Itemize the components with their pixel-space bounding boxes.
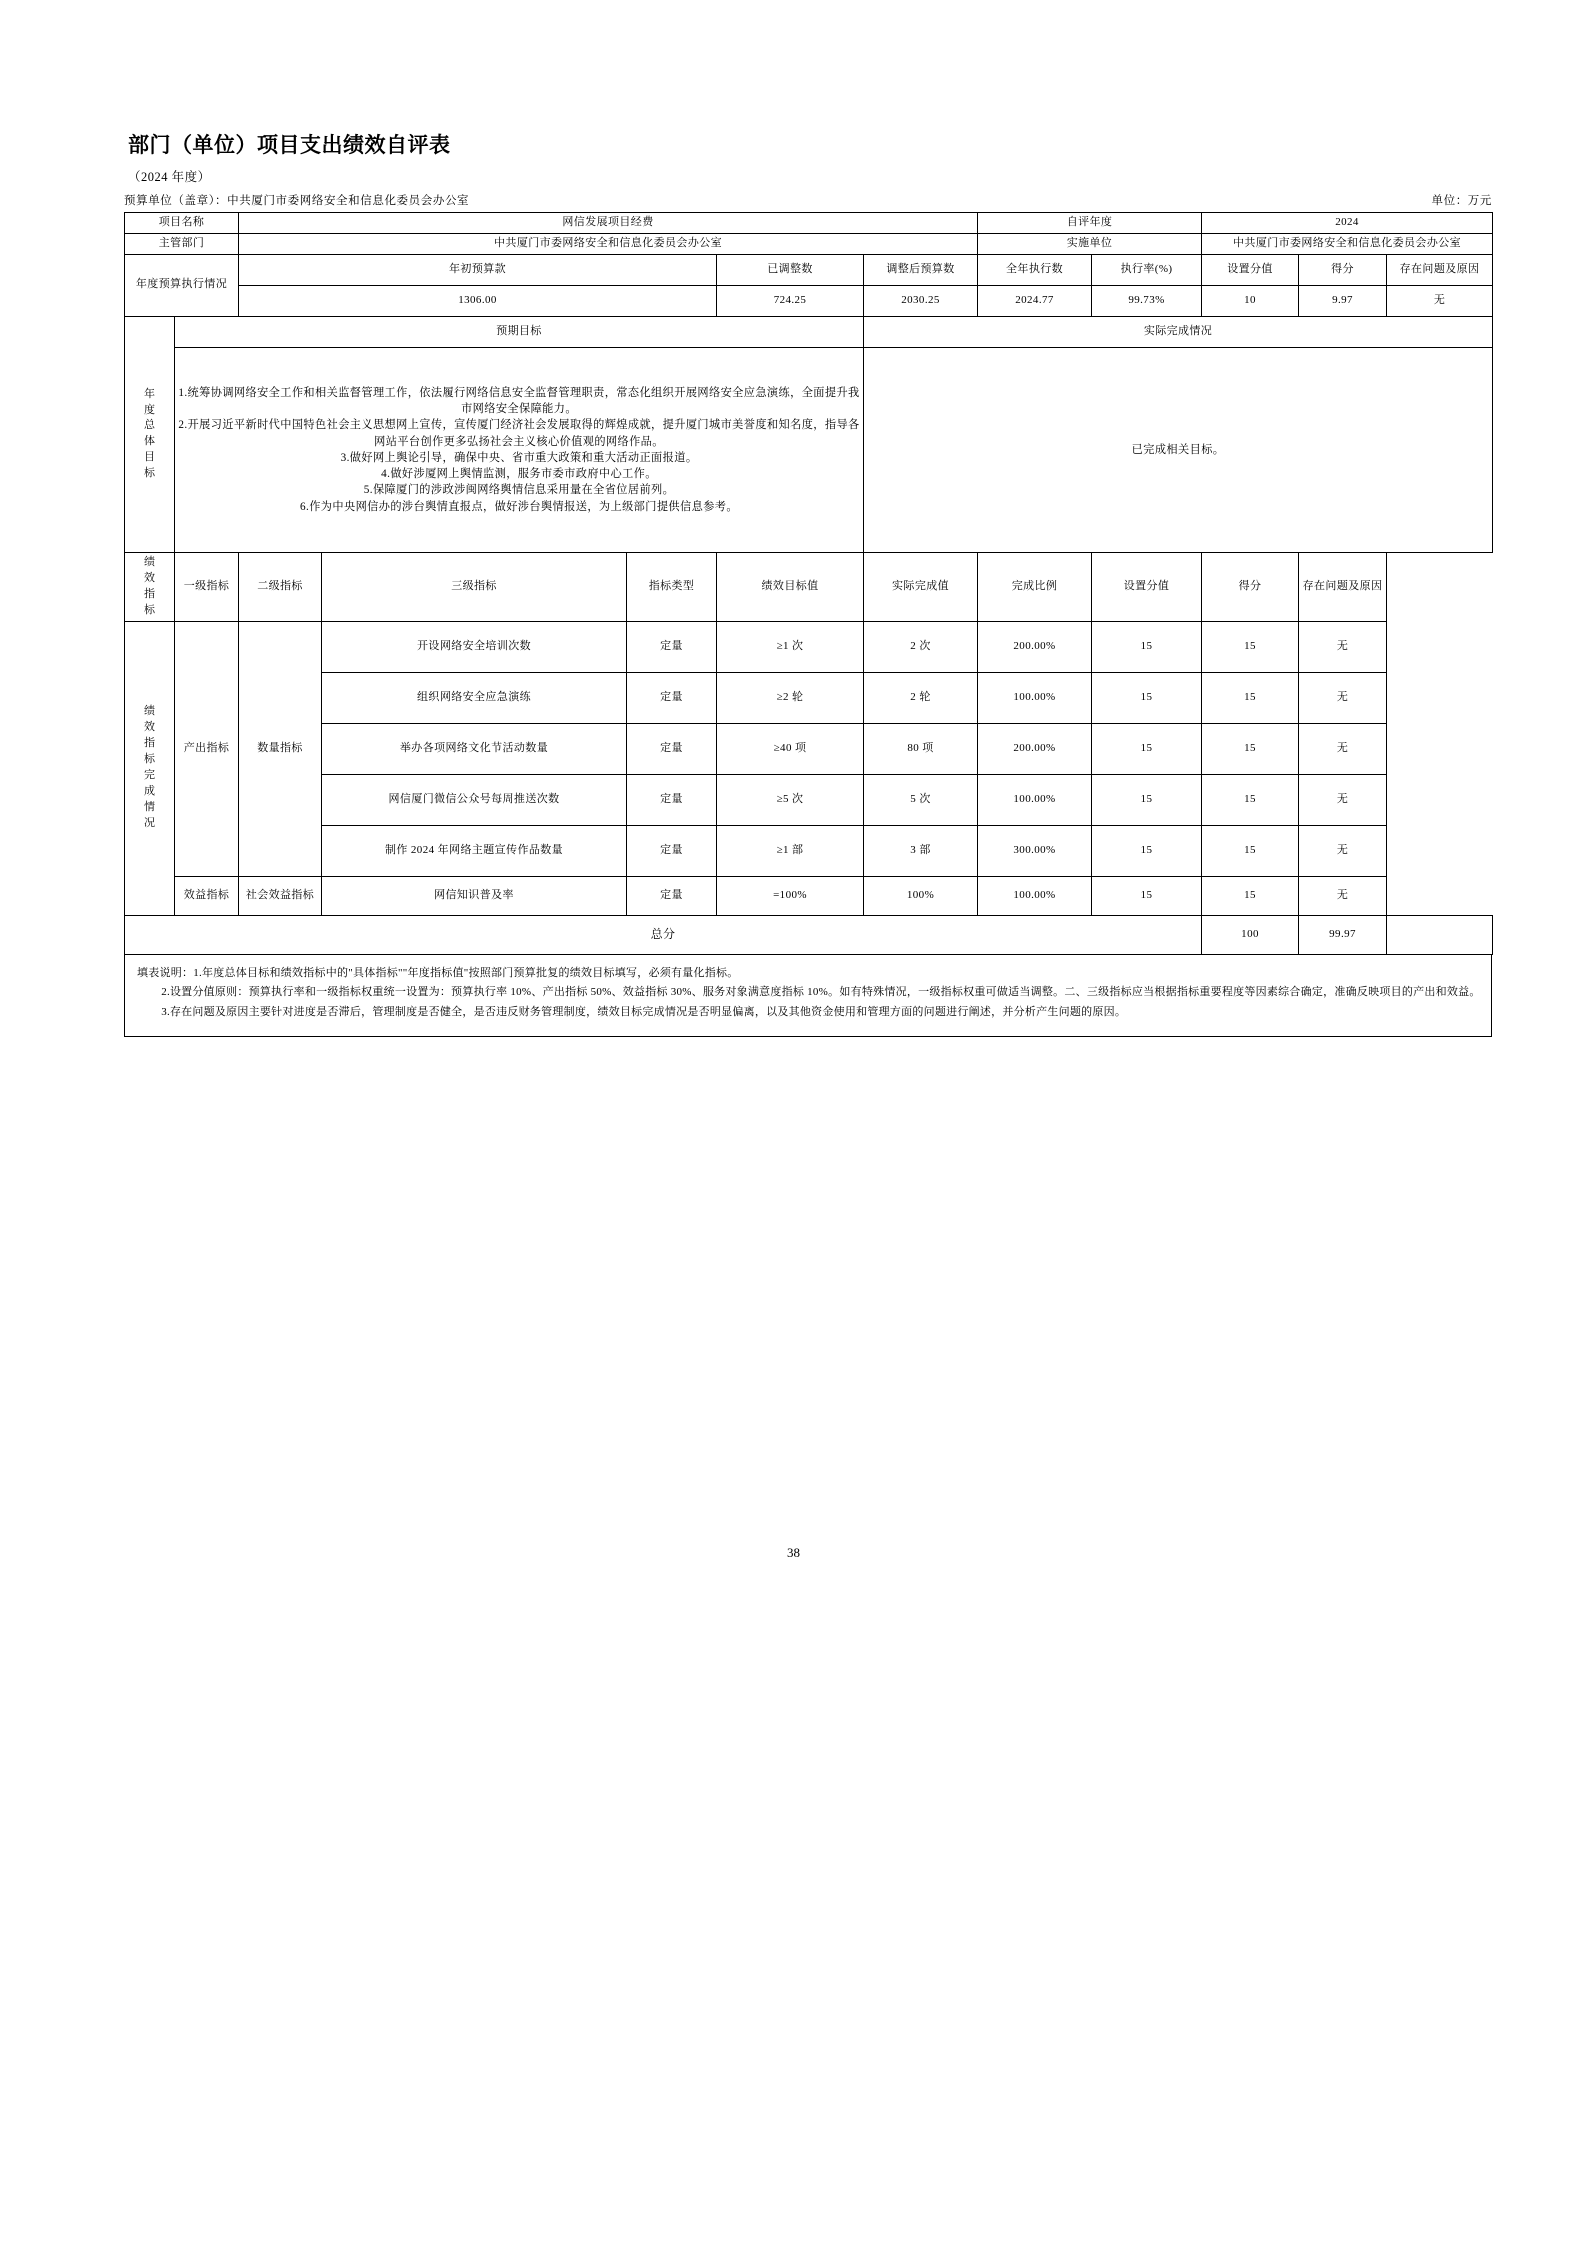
indicator-score: 15 (1202, 672, 1299, 723)
indicator-header-score: 得分 (1202, 552, 1299, 621)
table-row (125, 876, 1493, 915)
indicator-ratio: 300.00% (978, 825, 1092, 876)
performance-self-evaluation-table (124, 212, 1493, 955)
indicator-type: 定量 (627, 774, 717, 825)
page-title: 部门（单位）项目支出绩效自评表 (128, 133, 451, 157)
expected-goal-item-1: 1.统筹协调网络安全工作和相关监督管理工作，依法履行网络信息安全监督管理职责，常态化组织开展网络安全应急演练，全面提升我市网络安全保障能力。 (178, 386, 860, 416)
table-row (125, 774, 1493, 825)
indicator-target: =100% (717, 876, 864, 915)
total-score: 99.97 (1299, 915, 1387, 954)
budget-header-adjusted-amount: 已调整数 (717, 254, 864, 285)
budget-value-issue: 无 (1387, 285, 1493, 316)
indicator-ratio: 100.00% (978, 876, 1092, 915)
indicator-header-ratio: 完成比例 (978, 552, 1092, 621)
budget-value-score: 9.97 (1299, 285, 1387, 316)
indicator-actual: 80 项 (864, 723, 978, 774)
indicator-type: 定量 (627, 723, 717, 774)
indicator-score-set: 15 (1092, 825, 1202, 876)
indicator-actual: 2 次 (864, 621, 978, 672)
indicator-level3: 举办各项网络文化节活动数量 (322, 723, 627, 774)
total-score-set: 100 (1202, 915, 1299, 954)
expected-goal-item-6: 6.作为中央网信办的涉台舆情直报点，做好涉台舆情报送，为上级部门提供信息参考。 (300, 500, 738, 513)
table-row-total (125, 915, 1493, 954)
indicator-section-label-text: 绩效指标 (144, 555, 156, 616)
indicator-header-type: 指标类型 (627, 552, 717, 621)
meta-row (124, 192, 1492, 208)
indicator-header-target: 绩效目标值 (717, 552, 864, 621)
project-name-value: 网信发展项目经费 (239, 213, 978, 234)
indicator-issue: 无 (1299, 621, 1387, 672)
total-score-label: 总分 (125, 915, 1202, 954)
indicator-score-set: 15 (1092, 774, 1202, 825)
indicator-issue: 无 (1299, 825, 1387, 876)
expected-goal-item-3: 3.做好网上舆论引导，确保中央、省市重大政策和重大活动正面报道。 (340, 451, 698, 464)
indicator-target: ≥2 轮 (717, 672, 864, 723)
indicator-level1-benefit: 效益指标 (175, 876, 239, 915)
table-row-budget-headers (125, 254, 1493, 285)
table-row-goal-headers (125, 316, 1493, 347)
indicator-type: 定量 (627, 672, 717, 723)
indicator-type: 定量 (627, 825, 717, 876)
indicator-score: 15 (1202, 876, 1299, 915)
indicator-type: 定量 (627, 621, 717, 672)
indicator-level3: 制作 2024 年网络主题宣传作品数量 (322, 825, 627, 876)
budget-header-score: 得分 (1299, 254, 1387, 285)
budget-value-annual-execution: 2024.77 (978, 285, 1092, 316)
indicator-header-level3: 三级指标 (322, 552, 627, 621)
indicator-level3: 开设网络安全培训次数 (322, 621, 627, 672)
table-row (125, 825, 1493, 876)
table-row-indicator-headers (125, 552, 1493, 621)
table-row-budget-values (125, 285, 1493, 316)
indicator-completion-section-label (125, 621, 175, 915)
self-eval-year-value: 2024 (1202, 213, 1493, 234)
competent-dept-label: 主管部门 (125, 233, 239, 254)
implementing-unit-value: 中共厦门市委网络安全和信息化委员会办公室 (1202, 233, 1493, 254)
expected-goal-text (175, 347, 864, 552)
budget-value-execution-rate: 99.73% (1092, 285, 1202, 316)
budget-value-initial: 1306.00 (239, 285, 717, 316)
indicator-ratio: 200.00% (978, 621, 1092, 672)
page-subtitle: （2024 年度） (128, 170, 211, 184)
indicator-level3: 组织网络安全应急演练 (322, 672, 627, 723)
project-name-label: 项目名称 (125, 213, 239, 234)
budget-value-after-adjustment: 2030.25 (864, 285, 978, 316)
indicator-score-set: 15 (1092, 672, 1202, 723)
budget-header-after-adjustment: 调整后预算数 (864, 254, 978, 285)
budget-header-execution-rate: 执行率(%) (1092, 254, 1202, 285)
indicator-level1-output: 产出指标 (175, 621, 239, 876)
indicator-target: ≥1 次 (717, 621, 864, 672)
indicator-header-score-set: 设置分值 (1092, 552, 1202, 621)
form-notes (124, 954, 1492, 1037)
indicator-actual: 2 轮 (864, 672, 978, 723)
budget-header-score-set: 设置分值 (1202, 254, 1299, 285)
expected-goal-header: 预期目标 (175, 316, 864, 347)
indicator-score-set: 15 (1092, 621, 1202, 672)
budget-header-initial: 年初预算款 (239, 254, 717, 285)
indicator-score: 15 (1202, 621, 1299, 672)
total-issue-blank (1387, 915, 1493, 954)
indicator-section-label (125, 552, 175, 621)
competent-dept-value: 中共厦门市委网络安全和信息化委员会办公室 (239, 233, 978, 254)
indicator-score: 15 (1202, 825, 1299, 876)
indicator-actual: 100% (864, 876, 978, 915)
amount-unit-label: 单位：万元 (1431, 195, 1492, 207)
indicator-target: ≥5 次 (717, 774, 864, 825)
indicator-target: ≥40 项 (717, 723, 864, 774)
budget-header-issue: 存在问题及原因 (1387, 254, 1493, 285)
table-row (125, 723, 1493, 774)
table-row (125, 621, 1493, 672)
budget-execution-section-label: 年度预算执行情况 (125, 254, 239, 316)
indicator-type: 定量 (627, 876, 717, 915)
indicator-issue: 无 (1299, 672, 1387, 723)
indicator-actual: 3 部 (864, 825, 978, 876)
indicator-score-set: 15 (1092, 723, 1202, 774)
indicator-header-actual: 实际完成值 (864, 552, 978, 621)
form-note-line-2: 2.设置分值原则：预算执行率和一级指标权重统一设置为：预算执行率 10%、产出指标 50%、效益指标 30%、服务对象满意度指标 10%。如有特殊情况，一级指标权重可做适当调整。二、三级指标应当根据指标重要程度等因素综合确定，准确反映项目的产出和效益。 (161, 986, 1481, 999)
indicator-issue: 无 (1299, 876, 1387, 915)
indicator-level3: 网信厦门微信公众号每周推送次数 (322, 774, 627, 825)
implementing-unit-label: 实施单位 (978, 233, 1202, 254)
table-row-competent-dept (125, 233, 1493, 254)
indicator-actual: 5 次 (864, 774, 978, 825)
indicator-issue: 无 (1299, 723, 1387, 774)
table-row (125, 672, 1493, 723)
budget-unit-label: 预算单位（盖章）：中共厦门市委网络安全和信息化委员会办公室 (124, 195, 470, 207)
indicator-score: 15 (1202, 723, 1299, 774)
indicator-header-level2: 二级指标 (239, 552, 322, 621)
annual-goal-section-label-text: 年度总体目标 (144, 387, 156, 480)
table-row-project-name (125, 213, 1493, 234)
indicator-ratio: 200.00% (978, 723, 1092, 774)
indicator-level3: 网信知识普及率 (322, 876, 627, 915)
actual-completion-header: 实际完成情况 (864, 316, 1493, 347)
indicator-ratio: 100.00% (978, 672, 1092, 723)
form-note-line-3: 3.存在问题及原因主要针对进度是否滞后，管理制度是否健全，是否违反财务管理制度，绩效目标完成情况是否明显偏离，以及其他资金使用和管理方面的问题进行阐述，并分析产生问题的原因。 (161, 1005, 1127, 1018)
indicator-header-issue: 存在问题及原因 (1299, 552, 1387, 621)
form-note-line-1: 填表说明：1.年度总体目标和绩效指标中的"具体指标""年度指标值"按照部门预算批复的绩效目标填写，必须有量化指标。 (137, 967, 739, 979)
expected-goal-item-4: 4.做好涉厦网上舆情监测，服务市委市政府中心工作。 (381, 468, 657, 481)
budget-value-score-set: 10 (1202, 285, 1299, 316)
indicator-ratio: 100.00% (978, 774, 1092, 825)
expected-goal-item-5: 5.保障厦门的涉政涉闽网络舆情信息采用量在全省位居前列。 (363, 484, 675, 497)
indicator-level2-quantity: 数量指标 (239, 621, 322, 876)
indicator-issue: 无 (1299, 774, 1387, 825)
table-row-goal-content (125, 347, 1493, 552)
actual-completion-text: 已完成相关目标。 (864, 347, 1493, 552)
indicator-target: ≥1 部 (717, 825, 864, 876)
self-eval-year-label: 自评年度 (978, 213, 1202, 234)
page-number: 38 (787, 1545, 800, 1560)
expected-goal-item-2: 2.开展习近平新时代中国特色社会主义思想网上宣传，宣传厦门经济社会发展取得的辉煌成就，提升厦门城市美誉度和知名度，指导各网站平台创作更多弘扬社会主义核心价值观的网络作品。 (178, 419, 860, 448)
indicator-completion-section-label-text: 绩效指标完成情况 (144, 705, 156, 829)
budget-header-annual-execution: 全年执行数 (978, 254, 1092, 285)
indicator-score-set: 15 (1092, 876, 1202, 915)
indicator-score: 15 (1202, 774, 1299, 825)
indicator-header-level1: 一级指标 (175, 552, 239, 621)
annual-goal-section-label (125, 316, 175, 552)
indicator-level2-social-benefit: 社会效益指标 (239, 876, 322, 915)
budget-value-adjusted-amount: 724.25 (717, 285, 864, 316)
